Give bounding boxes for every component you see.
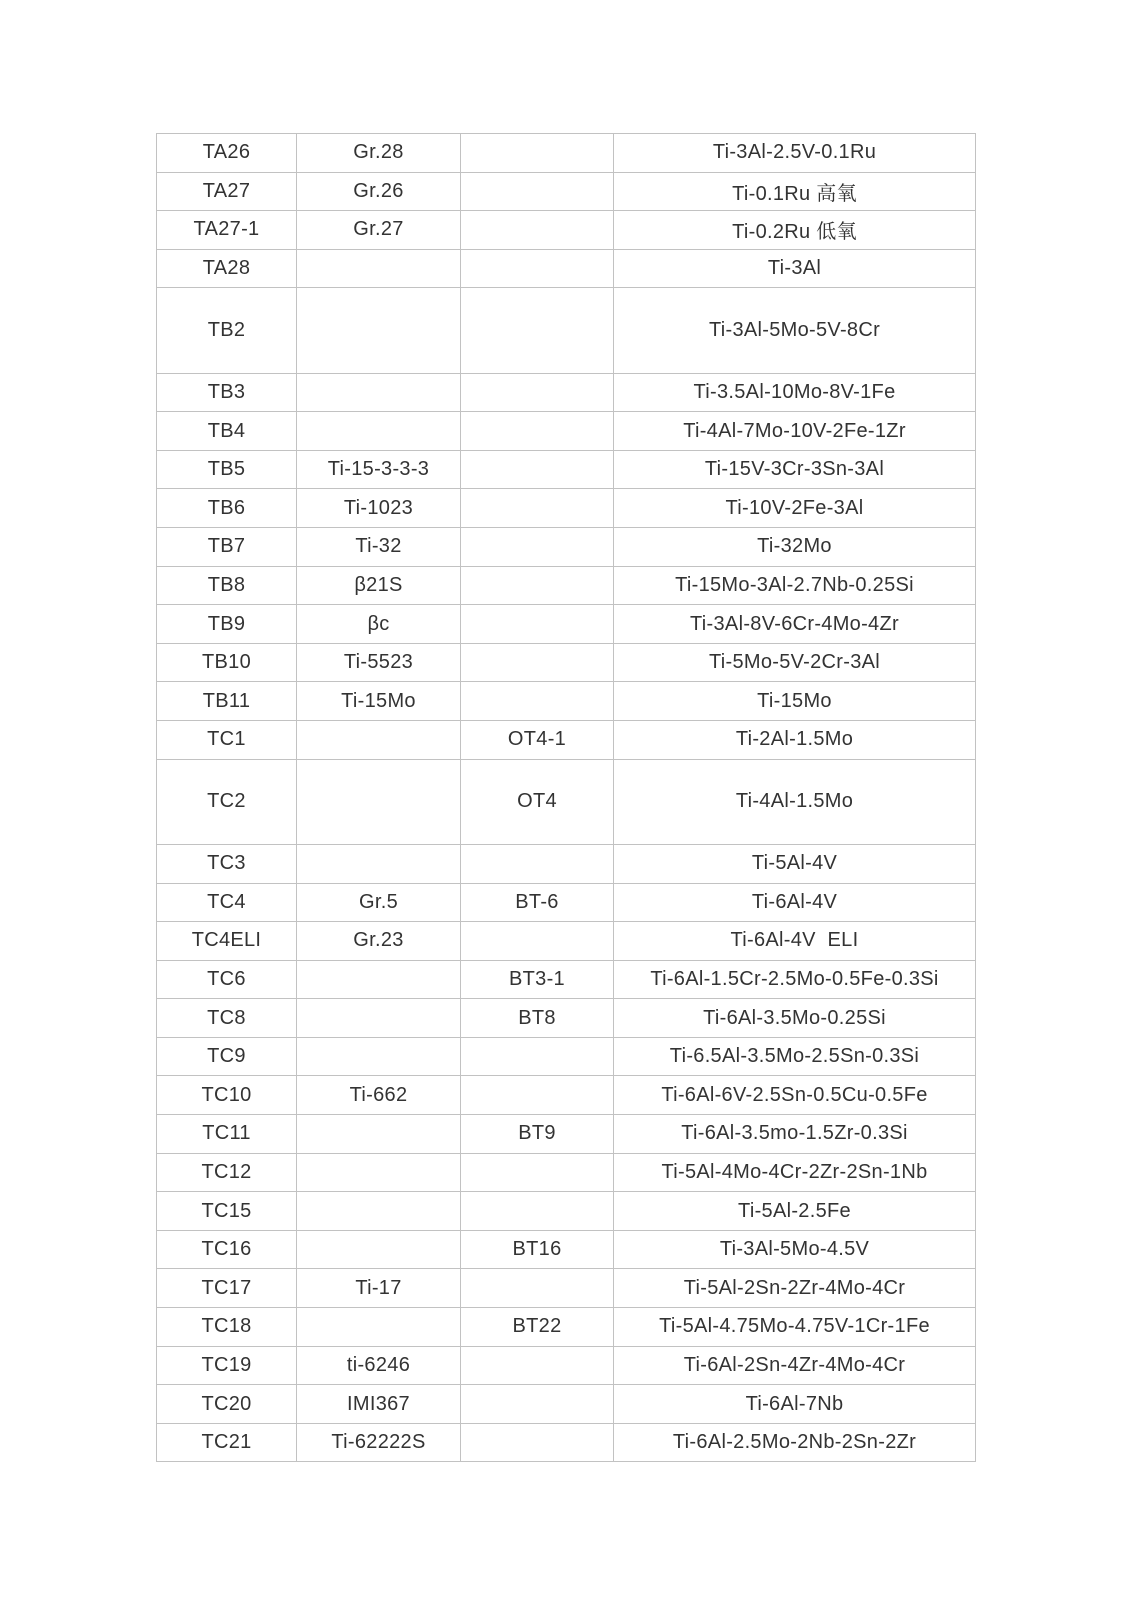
cell-trade-name	[297, 288, 461, 373]
table-row	[157, 721, 976, 760]
cell-trade-name	[297, 249, 461, 288]
cell-russian-grade	[461, 643, 614, 682]
cell-trade-name	[297, 1230, 461, 1269]
cell-trade-name	[297, 759, 461, 844]
cell-trade-name: Gr.26	[297, 172, 461, 211]
cell-trade-name	[297, 1037, 461, 1076]
cell-trade-name	[297, 960, 461, 999]
cell-composition: Ti-6Al-2.5Mo-2Nb-2Sn-2Zr	[614, 1423, 976, 1462]
cell-trade-name: Ti-5523	[297, 643, 461, 682]
cell-grade: TC21	[157, 1423, 297, 1462]
alloy-table-body	[157, 134, 976, 1462]
table-row	[157, 1269, 976, 1308]
table-row	[157, 682, 976, 721]
table-row	[157, 643, 976, 682]
cell-russian-grade	[461, 1269, 614, 1308]
cell-russian-grade	[461, 605, 614, 644]
cell-composition: Ti-6Al-6V-2.5Sn-0.5Cu-0.5Fe	[614, 1076, 976, 1115]
cell-grade: TB5	[157, 450, 297, 489]
table-row	[157, 1037, 976, 1076]
table-row	[157, 1230, 976, 1269]
cell-grade: TA27	[157, 172, 297, 211]
cell-composition: Ti-6Al-3.5mo-1.5Zr-0.3Si	[614, 1115, 976, 1154]
table-row	[157, 844, 976, 883]
cell-grade: TC2	[157, 759, 297, 844]
cell-russian-grade	[461, 211, 614, 250]
cell-trade-name: Gr.27	[297, 211, 461, 250]
cell-grade: TC4ELI	[157, 922, 297, 961]
table-row	[157, 412, 976, 451]
cell-composition: Ti-3Al-5Mo-4.5V	[614, 1230, 976, 1269]
cell-grade: TB10	[157, 643, 297, 682]
cell-russian-grade	[461, 1346, 614, 1385]
cell-trade-name: Gr.28	[297, 134, 461, 173]
cell-composition: Ti-5Al-2Sn-2Zr-4Mo-4Cr	[614, 1269, 976, 1308]
cell-trade-name: β21S	[297, 566, 461, 605]
cell-composition: Ti-3Al-2.5V-0.1Ru	[614, 134, 976, 173]
cell-composition: Ti-2Al-1.5Mo	[614, 721, 976, 760]
cell-russian-grade	[461, 1037, 614, 1076]
cell-grade: TB6	[157, 489, 297, 528]
table-row	[157, 528, 976, 567]
cell-trade-name: Gr.5	[297, 883, 461, 922]
cell-russian-grade	[461, 1385, 614, 1424]
cell-trade-name	[297, 412, 461, 451]
cell-grade: TC18	[157, 1308, 297, 1347]
table-row	[157, 450, 976, 489]
cell-grade: TC20	[157, 1385, 297, 1424]
table-row	[157, 1153, 976, 1192]
table-row	[157, 883, 976, 922]
table-row	[157, 1076, 976, 1115]
table-row	[157, 566, 976, 605]
cell-russian-grade	[461, 566, 614, 605]
table-row	[157, 288, 976, 373]
table-row	[157, 1346, 976, 1385]
cell-grade: TB8	[157, 566, 297, 605]
cell-grade: TC16	[157, 1230, 297, 1269]
cell-trade-name: Ti-17	[297, 1269, 461, 1308]
cell-russian-grade: BT22	[461, 1308, 614, 1347]
cell-composition: Ti-3Al-8V-6Cr-4Mo-4Zr	[614, 605, 976, 644]
cell-russian-grade: OT4	[461, 759, 614, 844]
alloy-grade-table	[156, 133, 976, 1462]
cell-russian-grade	[461, 373, 614, 412]
cell-russian-grade	[461, 528, 614, 567]
cell-trade-name	[297, 1115, 461, 1154]
table-row	[157, 999, 976, 1038]
cell-russian-grade: BT-6	[461, 883, 614, 922]
table-row	[157, 373, 976, 412]
cell-trade-name	[297, 999, 461, 1038]
table-row	[157, 134, 976, 173]
cell-trade-name	[297, 1192, 461, 1231]
cell-grade: TB4	[157, 412, 297, 451]
cell-trade-name: IMI367	[297, 1385, 461, 1424]
table-row	[157, 759, 976, 844]
table-row	[157, 605, 976, 644]
cell-trade-name: Ti-62222S	[297, 1423, 461, 1462]
table-row	[157, 960, 976, 999]
cell-composition: Ti-5Al-4Mo-4Cr-2Zr-2Sn-1Nb	[614, 1153, 976, 1192]
cell-composition: Ti-0.1Ru 高氧	[614, 172, 976, 211]
cell-russian-grade	[461, 844, 614, 883]
table-row	[157, 1308, 976, 1347]
cell-composition: Ti-4Al-1.5Mo	[614, 759, 976, 844]
cell-grade: TC15	[157, 1192, 297, 1231]
cell-russian-grade	[461, 450, 614, 489]
cell-grade: TC8	[157, 999, 297, 1038]
table-row	[157, 1115, 976, 1154]
cell-trade-name: Ti-15Mo	[297, 682, 461, 721]
table-row	[157, 922, 976, 961]
cell-trade-name	[297, 1153, 461, 1192]
cell-grade: TB2	[157, 288, 297, 373]
cell-grade: TA28	[157, 249, 297, 288]
cell-russian-grade	[461, 249, 614, 288]
cell-composition: Ti-3Al	[614, 249, 976, 288]
cell-trade-name: Ti-32	[297, 528, 461, 567]
cell-grade: TC11	[157, 1115, 297, 1154]
cell-composition: Ti-6Al-3.5Mo-0.25Si	[614, 999, 976, 1038]
cell-composition: Ti-4Al-7Mo-10V-2Fe-1Zr	[614, 412, 976, 451]
cell-trade-name	[297, 844, 461, 883]
cell-trade-name: Ti-1023	[297, 489, 461, 528]
table-row	[157, 1385, 976, 1424]
cell-russian-grade	[461, 134, 614, 173]
table-row	[157, 489, 976, 528]
cell-grade: TC3	[157, 844, 297, 883]
cell-trade-name: Ti-662	[297, 1076, 461, 1115]
cell-russian-grade	[461, 288, 614, 373]
table-row	[157, 211, 976, 250]
table-row	[157, 249, 976, 288]
cell-grade: TB11	[157, 682, 297, 721]
cell-russian-grade: BT16	[461, 1230, 614, 1269]
cell-composition: Ti-15Mo	[614, 682, 976, 721]
cell-russian-grade	[461, 922, 614, 961]
cell-trade-name: Gr.23	[297, 922, 461, 961]
cell-trade-name: ti-6246	[297, 1346, 461, 1385]
cell-grade: TC12	[157, 1153, 297, 1192]
cell-grade: TB9	[157, 605, 297, 644]
cell-composition: Ti-15V-3Cr-3Sn-3Al	[614, 450, 976, 489]
cell-composition: Ti-6Al-2Sn-4Zr-4Mo-4Cr	[614, 1346, 976, 1385]
cell-composition: Ti-5Al-4V	[614, 844, 976, 883]
cell-grade: TA27-1	[157, 211, 297, 250]
table-row	[157, 1423, 976, 1462]
cell-composition: Ti-5Al-4.75Mo-4.75V-1Cr-1Fe	[614, 1308, 976, 1347]
cell-trade-name: Ti-15-3-3-3	[297, 450, 461, 489]
cell-composition: Ti-6Al-4V	[614, 883, 976, 922]
cell-russian-grade: BT9	[461, 1115, 614, 1154]
cell-grade: TC1	[157, 721, 297, 760]
cell-russian-grade	[461, 489, 614, 528]
cell-composition: Ti-32Mo	[614, 528, 976, 567]
cell-composition: Ti-6Al-4V ELI	[614, 922, 976, 961]
cell-composition: Ti-6Al-7Nb	[614, 1385, 976, 1424]
cell-trade-name	[297, 373, 461, 412]
cell-grade: TC19	[157, 1346, 297, 1385]
cell-grade: TC10	[157, 1076, 297, 1115]
cell-russian-grade: BT3-1	[461, 960, 614, 999]
cell-russian-grade	[461, 412, 614, 451]
cell-grade: TC9	[157, 1037, 297, 1076]
cell-trade-name	[297, 721, 461, 760]
cell-composition: Ti-6Al-1.5Cr-2.5Mo-0.5Fe-0.3Si	[614, 960, 976, 999]
cell-grade: TC4	[157, 883, 297, 922]
cell-russian-grade	[461, 1153, 614, 1192]
cell-grade: TB3	[157, 373, 297, 412]
cell-russian-grade	[461, 682, 614, 721]
cell-grade: TA26	[157, 134, 297, 173]
cell-russian-grade	[461, 172, 614, 211]
cell-trade-name	[297, 1308, 461, 1347]
cell-composition: Ti-3.5Al-10Mo-8V-1Fe	[614, 373, 976, 412]
cell-composition: Ti-6.5Al-3.5Mo-2.5Sn-0.3Si	[614, 1037, 976, 1076]
cell-trade-name: βc	[297, 605, 461, 644]
cell-grade: TC6	[157, 960, 297, 999]
cell-russian-grade: BT8	[461, 999, 614, 1038]
cell-composition: Ti-5Al-2.5Fe	[614, 1192, 976, 1231]
cell-russian-grade: OT4-1	[461, 721, 614, 760]
cell-composition: Ti-0.2Ru 低氧	[614, 211, 976, 250]
cell-russian-grade	[461, 1192, 614, 1231]
cell-composition: Ti-5Mo-5V-2Cr-3Al	[614, 643, 976, 682]
cell-grade: TC17	[157, 1269, 297, 1308]
table-row	[157, 1192, 976, 1231]
table-row	[157, 172, 976, 211]
cell-russian-grade	[461, 1076, 614, 1115]
cell-composition: Ti-10V-2Fe-3Al	[614, 489, 976, 528]
cell-grade: TB7	[157, 528, 297, 567]
cell-composition: Ti-15Mo-3Al-2.7Nb-0.25Si	[614, 566, 976, 605]
cell-russian-grade	[461, 1423, 614, 1462]
cell-composition: Ti-3Al-5Mo-5V-8Cr	[614, 288, 976, 373]
